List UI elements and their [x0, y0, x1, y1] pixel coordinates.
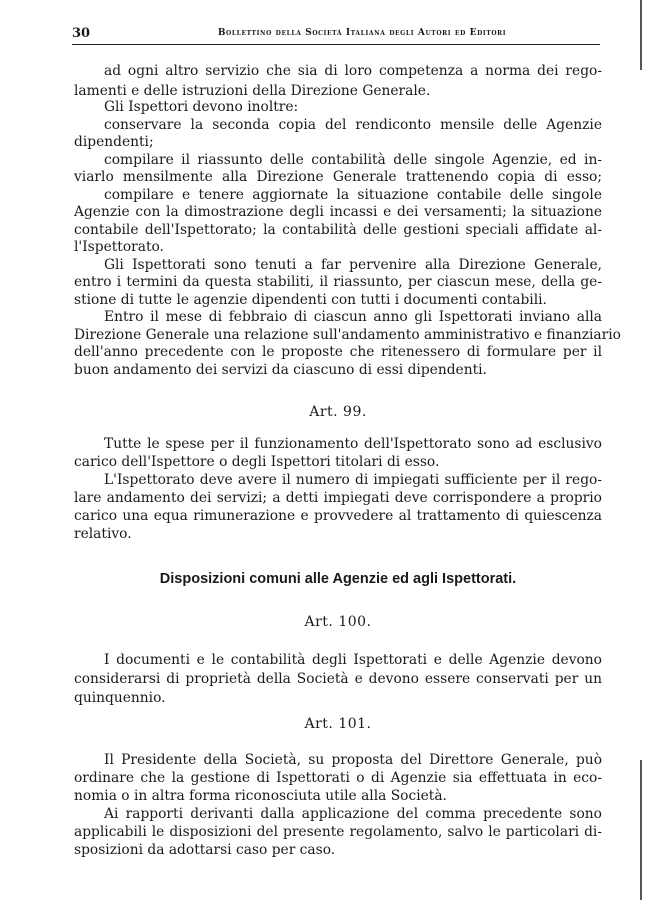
text-line: stione di tutte le agenzie dipendenti con tutti i documenti contabili. — [74, 292, 547, 308]
text-line: I documenti e le contabilità degli Ispettorati e delle Agenzie devono — [104, 652, 602, 668]
text-line: Gli Ispettori devono inoltre: — [104, 99, 299, 115]
text-line: conservare la seconda copia del rendiconto mensile delle Agenzie — [104, 117, 602, 133]
text-line: dipendenti; — [74, 134, 154, 150]
page-number: 30 — [72, 26, 91, 41]
text-line: sposizioni da adottarsi caso per caso. — [74, 842, 336, 858]
text-line: contabile dell'Ispettorato; la contabilità delle gestioni speciali affidate al- — [74, 222, 602, 238]
article-heading: Art. 100. — [304, 614, 372, 630]
text-line: Tutte le spese per il funzionamento dell'Ispettorato sono ad esclusivo — [104, 436, 602, 452]
text-line: Direzione Generale una relazione sull'andamento amministrativo e finanziario — [74, 327, 621, 343]
text-line: ad ogni altro servizio che sia di loro competenza a norma dei rego- — [104, 63, 602, 79]
text-line: carico dell'Ispettore o degli Ispettori titolari di esso. — [74, 454, 440, 470]
running-title: Bollettino della Società Italiana degli Autori ed Editori — [217, 28, 507, 38]
text-line: quinquennio. — [74, 690, 166, 706]
text-line: Il Presidente della Società, su proposta del Direttore Generale, può — [104, 752, 602, 768]
text-line: relativo. — [74, 526, 132, 542]
page-edge-shadow — [640, 760, 642, 900]
text-line: Entro il mese di febbraio di ciascun anno gli Ispettorati inviano alla — [104, 309, 602, 325]
article-heading: Art. 101. — [304, 716, 372, 732]
text-line: compilare e tenere aggiornate la situazione contabile delle singole — [104, 187, 602, 203]
text-line: L'Ispettorato deve avere il numero di impiegati sufficiente per il rego- — [104, 472, 602, 488]
text-line: compilare il riassunto delle contabilità delle singole Agenzie, ed in- — [104, 152, 602, 168]
text-line: viarlo mensilmente alla Direzione Generale trattenendo copia di esso; — [74, 169, 602, 185]
text-line: lamenti e delle istruzioni della Direzione Generale. — [74, 83, 431, 99]
page-edge-shadow — [640, 0, 642, 70]
text-line: Gli Ispettorati sono tenuti a far pervenire alla Direzione Generale, — [104, 257, 602, 273]
text-line: nomia o in altra forma riconosciuta utile alla Società. — [74, 788, 447, 804]
text-line: applicabili le disposizioni del presente regolamento, salvo le particolari di- — [74, 824, 602, 840]
article-heading: Art. 99. — [309, 404, 367, 420]
running-header — [72, 26, 600, 45]
text-line: carico una equa rimunerazione e provvedere al trattamento di quiescenza — [74, 508, 602, 524]
text-line: buon andamento dei servizi da ciascuno di essi dipendenti. — [74, 362, 487, 378]
text-line: Agenzie con la dimostrazione degli incassi e dei versamenti; la situazione — [74, 204, 602, 220]
section-heading: Disposizioni comuni alle Agenzie ed agli Ispettorati. — [159, 571, 517, 587]
text-line: l'Ispettorato. — [74, 239, 164, 255]
text-line: Ai rapporti derivanti dalla applicazione del comma precedente sono — [104, 806, 602, 822]
text-line: dell'anno precedente con le proposte che ritenessero di formulare per il — [74, 344, 602, 360]
text-line: considerarsi di proprietà della Società e devono essere conservati per un — [74, 671, 602, 687]
text-line: entro i termini da questa stabiliti, il riassunto, per ciascun mese, della ge- — [74, 274, 602, 290]
text-line: ordinare che la gestione di Ispettorati o di Agenzie sia effettuata in eco- — [74, 770, 602, 786]
text-line: lare andamento dei servizi; a detti impiegati deve corrispondere a proprio — [74, 490, 602, 506]
